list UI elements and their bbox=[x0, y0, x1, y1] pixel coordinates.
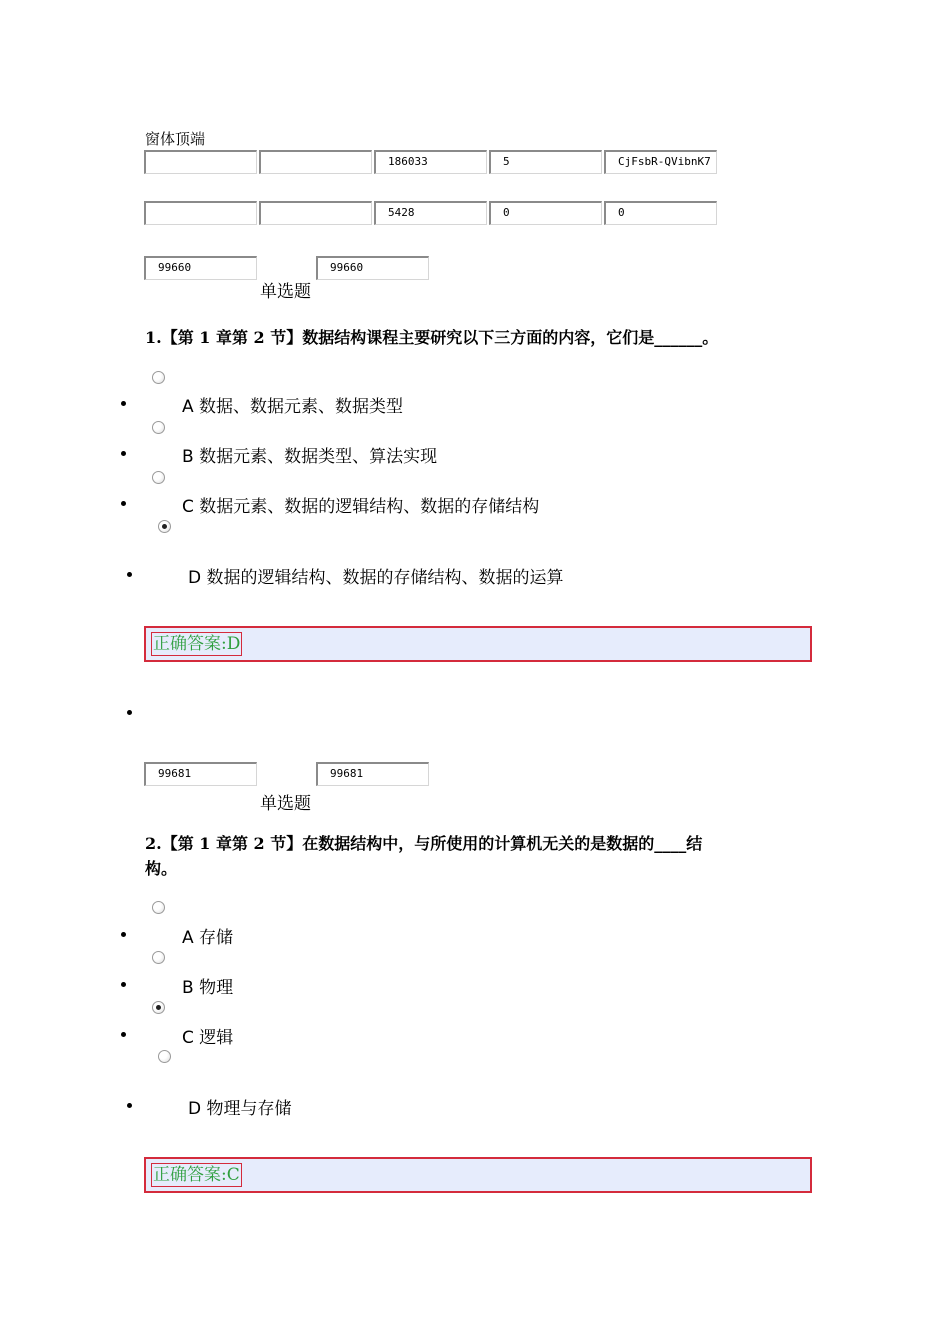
hidden-field[interactable]: 0 bbox=[489, 201, 602, 225]
option-text: 数据元素、数据类型、算法实现 bbox=[199, 447, 438, 467]
option-text: 存储 bbox=[199, 928, 234, 948]
answer-box bbox=[144, 626, 812, 662]
hidden-field[interactable] bbox=[144, 150, 257, 174]
option-radio-a[interactable] bbox=[152, 371, 165, 384]
list-bullet bbox=[121, 451, 126, 456]
question-type-label: 单选题 bbox=[260, 794, 311, 814]
option-d bbox=[188, 563, 564, 588]
hidden-field[interactable]: 5428 bbox=[374, 201, 487, 225]
question-type-label: 单选题 bbox=[260, 282, 311, 302]
option-letter: B bbox=[182, 978, 194, 998]
question-text: 2.【第 1 章第 2 节】在数据结构中，与所使用的计算机无关的是数据的____结 bbox=[145, 834, 703, 853]
correct-answer: 正确答案:D bbox=[153, 634, 241, 654]
option-letter: B bbox=[182, 447, 194, 467]
hidden-field[interactable]: CjFsbR-QVibnK7 bbox=[604, 150, 717, 174]
list-bullet bbox=[121, 501, 126, 506]
option-letter: D bbox=[188, 1099, 202, 1119]
list-bullet bbox=[121, 401, 126, 406]
option-text: 物理 bbox=[199, 978, 234, 998]
option-letter: A bbox=[182, 397, 194, 417]
option-radio-d[interactable] bbox=[158, 1050, 171, 1063]
hidden-field[interactable]: 5 bbox=[489, 150, 602, 174]
option-c bbox=[182, 492, 539, 517]
option-text: 数据的逻辑结构、数据的存储结构、数据的运算 bbox=[206, 568, 564, 588]
correct-answer: 正确答案:C bbox=[153, 1165, 240, 1185]
option-b bbox=[182, 442, 437, 467]
question-text-cont: 构。 bbox=[145, 859, 178, 878]
question-text: 1.【第 1 章第 2 节】数据结构课程主要研究以下三方面的内容，它们是______。 bbox=[145, 328, 719, 347]
list-bullet bbox=[121, 932, 126, 937]
list-bullet bbox=[121, 982, 126, 987]
option-text: 物理与存储 bbox=[206, 1099, 292, 1119]
option-d bbox=[188, 1094, 292, 1119]
hidden-field[interactable]: 0 bbox=[604, 201, 717, 225]
option-text: 数据元素、数据的逻辑结构、数据的存储结构 bbox=[199, 497, 540, 517]
option-a bbox=[182, 392, 403, 417]
hidden-field[interactable] bbox=[144, 201, 257, 225]
hidden-field[interactable] bbox=[259, 201, 372, 225]
option-radio-d[interactable] bbox=[158, 520, 171, 533]
option-b bbox=[182, 973, 233, 998]
option-text: 逻辑 bbox=[199, 1028, 234, 1048]
list-bullet bbox=[127, 1103, 132, 1108]
list-bullet bbox=[127, 572, 132, 577]
hidden-field[interactable]: 186033 bbox=[374, 150, 487, 174]
question-id-field[interactable]: 99681 bbox=[316, 762, 429, 786]
option-text: 数据、数据元素、数据类型 bbox=[199, 397, 404, 417]
option-radio-b[interactable] bbox=[152, 421, 165, 434]
question-id-field[interactable]: 99681 bbox=[144, 762, 257, 786]
hidden-field[interactable] bbox=[259, 150, 372, 174]
option-letter: D bbox=[188, 568, 202, 588]
option-radio-b[interactable] bbox=[152, 951, 165, 964]
option-letter: C bbox=[182, 1028, 194, 1048]
option-letter: A bbox=[182, 928, 194, 948]
form-top-label: 窗体顶端 bbox=[145, 130, 206, 148]
option-radio-c[interactable] bbox=[152, 471, 165, 484]
answer-box bbox=[144, 1157, 812, 1193]
question-id-field[interactable]: 99660 bbox=[144, 256, 257, 280]
option-a bbox=[182, 923, 233, 948]
question-id-field[interactable]: 99660 bbox=[316, 256, 429, 280]
option-radio-c[interactable] bbox=[152, 1001, 165, 1014]
option-c bbox=[182, 1023, 233, 1048]
list-bullet bbox=[127, 710, 132, 715]
list-bullet bbox=[121, 1032, 126, 1037]
option-radio-a[interactable] bbox=[152, 901, 165, 914]
option-letter: C bbox=[182, 497, 194, 517]
